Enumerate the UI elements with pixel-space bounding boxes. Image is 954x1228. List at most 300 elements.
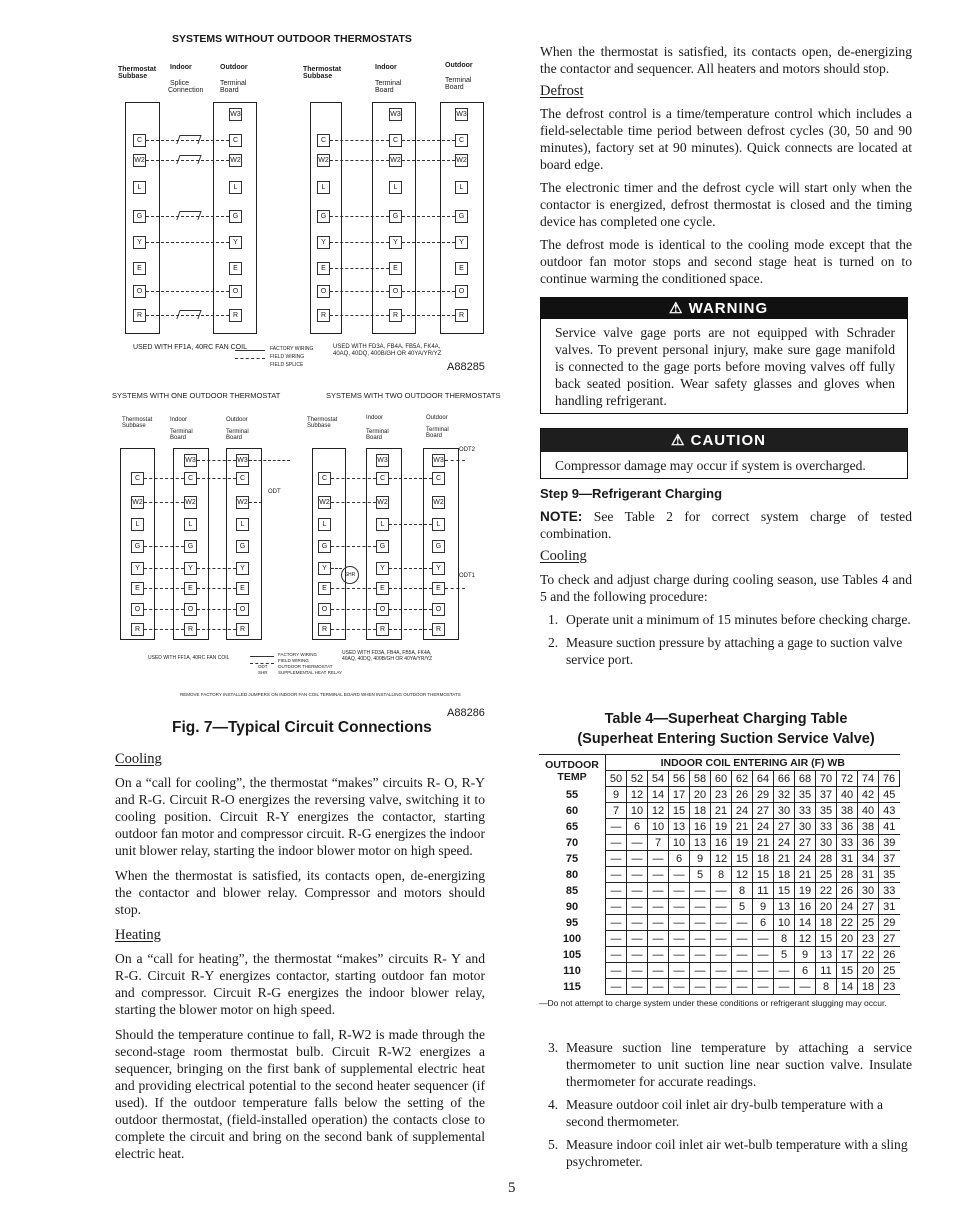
step-item: 2. Measure suction pressure by attaching a gage to suction valve service port. [548,635,903,667]
hdr-terminal: Terminal [220,80,247,87]
legend-splice: FIELD SPLICE [270,362,304,368]
row-temp: 60 [539,803,606,819]
table-cell: 45 [879,787,900,803]
table-cell: 18 [753,851,774,867]
table-cell: 10 [774,915,795,931]
defrost-paragraph-2: The electronic timer and the defrost cycle will start only when the contactor is energized, defrost thermostat is closed and the timing device has completed one cycle. [540,180,912,229]
warning-box [540,297,908,414]
terminal-w2: W2 [376,496,389,509]
table-cell: — [648,883,669,899]
legend-factory-line-2 [250,656,274,657]
column-header: 56 [669,771,690,787]
terminal-c: C [318,472,331,485]
warning-icon: ⚠ [669,300,684,317]
terminal-y: Y [432,562,445,575]
legend-factory-2: FACTORY WIRING [278,652,318,657]
steps-list-b [540,1039,912,1170]
table-cell: 24 [732,803,753,819]
table-cell: 7 [606,803,627,819]
table-cell: 43 [879,803,900,819]
table-cell: 25 [858,915,879,931]
table-cell: — [648,915,669,931]
terminal-e: E [229,262,242,275]
table-cell: — [753,931,774,947]
hdr-board-5: Board [226,435,243,441]
column-header: 74 [858,771,879,787]
table-cell: 15 [837,963,858,979]
row-temp: 70 [539,835,606,851]
table-cell: 19 [732,835,753,851]
terminal-g: G [318,540,331,553]
table-cell: 12 [711,851,732,867]
table-cell: 18 [858,979,879,995]
table-cell: 8 [711,867,732,883]
note-fd3a-2: USED WITH FD3A, FB4A, FB5A, FK4A, 40AQ, 40DQ, 400B/GH OR 40YA/YR/YZ [342,650,433,662]
table-row [539,931,900,947]
table-cell: 19 [711,819,732,835]
terminal-e: E [131,582,144,595]
table-cell: — [606,819,627,835]
table-cell: — [627,867,648,883]
remove-jumpers-note: REMOVE FACTORY INSTALLED JUMPERS ON INDOOR FAN COIL TERMINAL BOARD WHEN INSTALLING OUTDOOR THERMOSTATS [180,692,461,697]
table-cell: 42 [858,787,879,803]
terminal-w2: W2 [133,154,146,167]
column-header: 70 [816,771,837,787]
table-row [539,851,900,867]
hdr-subbase-2: Subbase [303,73,333,80]
terminal-e: E [455,262,468,275]
table-cell: 30 [795,819,816,835]
column-header: 72 [837,771,858,787]
terminal-r: R [432,623,445,636]
shr-circle: SHR [341,566,359,584]
terminal-r: R [133,309,146,322]
field-wire [330,268,389,269]
row-temp: 95 [539,915,606,931]
table-row [539,835,900,851]
table-cell: — [690,931,711,947]
step-item: 3. Measure suction line temperature by attaching a service thermometer to unit suction line near suction valve. Insulate thermometer for accurate readings. [548,1040,912,1089]
table-cell: — [627,915,648,931]
column-header: 60 [711,771,732,787]
odt-label: ODT [268,489,281,495]
column-header: 54 [648,771,669,787]
field-wire [330,160,389,161]
step-item: 4. Measure outdoor coil inlet air dry-bulb temperature with a second thermometer. [548,1097,884,1129]
left-column [115,750,485,1162]
hdr-connection: Connection [168,87,204,94]
terminal-r: R [131,623,144,636]
table-cell: 6 [669,851,690,867]
legend-odt-abbr: ODT [258,664,268,669]
table-cell: 15 [816,931,837,947]
table-cell: 36 [858,835,879,851]
terminal-y: Y [317,236,330,249]
table-cell: 10 [669,835,690,851]
diagram-title-no-odt: SYSTEMS WITHOUT OUTDOOR THERMOSTATS [172,33,412,45]
indoor-panel-3 [173,448,209,640]
table-cell: 23 [711,787,732,803]
note-text: See Table 2 for correct system charge of tested combination. [540,509,912,541]
table-cell: — [669,931,690,947]
table-cell: 36 [837,819,858,835]
legend-factory: FACTORY WIRING [270,346,314,352]
table-cell: — [627,947,648,963]
terminal-c: C [236,472,249,485]
thermostat-panel-4 [312,448,346,640]
terminal-w2: W2 [236,496,249,509]
table-cell: 37 [879,851,900,867]
terminal-c: C [184,472,197,485]
column-header: 64 [753,771,774,787]
table-cell: 24 [753,819,774,835]
table-cell: 24 [774,835,795,851]
note-label: NOTE: [540,509,583,524]
hdr-board-4: Board [170,435,187,441]
table-cell: — [627,963,648,979]
terminal-g: G [131,540,144,553]
row-temp: 115 [539,979,606,995]
table-cell: — [690,883,711,899]
table-cell: — [669,947,690,963]
hdr-indoor-4: Indoor [366,415,384,421]
table-cell: — [648,851,669,867]
terminal-c: C [229,134,242,147]
table-cell: 8 [774,931,795,947]
table-row [539,899,900,915]
hdr-subbase: Subbase [118,73,148,80]
table-cell: 15 [732,851,753,867]
row-temp: 85 [539,883,606,899]
table-cell: — [711,963,732,979]
table-cell: 41 [879,819,900,835]
table-cell: 16 [795,899,816,915]
table-cell: — [732,931,753,947]
table-cell: 14 [795,915,816,931]
terminal-r: R [318,623,331,636]
hdr-outdoor-4: Outdoor [426,415,448,421]
table-cell: 5 [690,867,711,883]
table-cell: 16 [690,819,711,835]
table-cell: 14 [648,787,669,803]
table-cell: 31 [879,899,900,915]
field-wire [330,242,389,243]
field-wire [330,216,389,217]
terminal-l: L [432,518,445,531]
terminal-y: Y [229,236,242,249]
terminal-o: O [236,603,249,616]
heating-paragraph-1: On a “call for heating”, the thermostat “makes” circuits R- Y and R-G. Circuit R-Y energizes contactor, starting outdoor fan motor and compressor. Circuit R-G energizes the indoor blower relay, starting the blower motor on high speed. [115,951,485,1017]
hdr-terminal-6: Terminal [366,429,389,435]
table-cell: 6 [753,915,774,931]
table-cell: — [774,979,795,995]
hdr-indoor-2: Indoor [375,64,397,71]
hdr-terminal-7: Terminal [426,427,449,433]
table-cell: 35 [879,867,900,883]
terminal-r: R [376,623,389,636]
outdoor-panel-4 [423,448,459,640]
table-cell: — [627,931,648,947]
terminal-r: R [229,309,242,322]
table-cell: — [690,915,711,931]
table-cell: 27 [879,931,900,947]
table-cell: 37 [816,787,837,803]
table-cell: — [732,979,753,995]
field-splice-icon [176,211,201,220]
table-cell: — [627,883,648,899]
field-wire [402,291,455,292]
row-temp: 65 [539,819,606,835]
table-cell: 30 [858,883,879,899]
field-wire [330,315,389,316]
table-cell: — [606,931,627,947]
table-cell: 15 [669,803,690,819]
table-cell: 12 [732,867,753,883]
hdr-subbase-3: Subbase [122,423,146,429]
terminal-e: E [318,582,331,595]
terminal-g: G [133,210,146,223]
terminal-o: O [317,285,330,298]
table-title-line-2: (Superheat Entering Suction Service Valve) [577,731,875,747]
terminal-o: O [184,603,197,616]
terminal-w3: W3 [229,108,242,121]
terminal-w2: W2 [389,154,402,167]
table-cell: — [732,963,753,979]
table-cell: — [606,915,627,931]
table-cell: — [648,931,669,947]
terminal-g: G [432,540,445,553]
note-fd3a: USED WITH FD3A, FB4A, FB5A, FK4A, 40AQ, 40DQ, 400B/GH OR 40YA/YR/YZ [333,344,442,357]
terminal-l: L [376,518,389,531]
table-cell: 22 [858,947,879,963]
terminal-o: O [131,603,144,616]
right-column-bottom [540,1039,912,1170]
table-cell: 21 [774,851,795,867]
table-title-line-1: Table 4—Superheat Charging Table [604,711,848,727]
defrost-heading: Defrost [540,83,584,99]
table-cell: — [711,979,732,995]
table-cell: — [669,915,690,931]
heating-paragraph-2: Should the temperature continue to fall, R-W2 is made through the second-stage room thermostat bulb. Circuit R-W2 energizes a sequencer, bringing on the first bank of supplemental electric heat and providing electrical potential to the second heater sequencer (if used). If the outdoor temperature falls below the setting of the outdoor thermostat, (field-installed operation) the contacts close to complete the circuit and bring on the second bank of supplemental electric heat. [115,1027,485,1161]
terminal-o: O [229,285,242,298]
table-row-head-2: TEMP [557,770,587,783]
table-cell: — [669,979,690,995]
note-paragraph [540,508,912,542]
legend-field: FIELD WIRING [270,354,305,360]
terminal-r: R [455,309,468,322]
table-cell: 25 [879,963,900,979]
hdr-thermostat-3: Thermostat [122,417,153,423]
table-cell: 13 [690,835,711,851]
table-cell: 12 [627,787,648,803]
note-ff1a-2: USED WITH FF1A, 40RC FAN COIL [148,655,230,661]
legend-odt: OUTDOOR THERMOSTAT [278,664,333,669]
column-header: 66 [774,771,795,787]
table-cell: 33 [816,819,837,835]
row-temp: 90 [539,899,606,915]
table-cell: — [669,963,690,979]
table-cell: 29 [879,915,900,931]
terminal-r: R [236,623,249,636]
terminal-o: O [133,285,146,298]
terminal-y: Y [389,236,402,249]
terminal-g: G [229,210,242,223]
terminal-c: C [317,134,330,147]
terminal-l: L [236,518,249,531]
terminal-o: O [318,603,331,616]
table-cell: 12 [648,803,669,819]
table-cell: 22 [816,883,837,899]
table-cell: 16 [711,835,732,851]
table-col-head: INDOOR COIL ENTERING AIR (F) WB [606,755,900,771]
hdr-board-7: Board [426,433,443,439]
table-cell: 14 [837,979,858,995]
table-cell: 27 [795,835,816,851]
row-temp: 100 [539,931,606,947]
table-cell: 39 [879,835,900,851]
cooling-heading-right: Cooling [540,548,587,564]
terminal-e: E [317,262,330,275]
cooling-intro: To check and adjust charge during cooling season, use Tables 4 and 5 and the following procedure: [540,572,912,604]
table-cell: — [711,883,732,899]
table-cell: — [606,867,627,883]
odt1-label: ODT1 [459,573,476,579]
table-cell: 33 [879,883,900,899]
table-cell: 28 [837,867,858,883]
hdr-outdoor-3: Outdoor [226,417,248,423]
table-cell: 15 [774,883,795,899]
table-cell: 6 [627,819,648,835]
warning-title: WARNING [688,300,769,317]
cooling-paragraph-1: On a “call for cooling”, the thermostat “makes” circuits R- O, R-Y and R-G. Circuit R-O energizes the reversing valve, switching it to cooling position. Circuit R-Y energizes the contactor, starting outdoor fan motor and compressor circuit. R-G energizes the indoor unit blower relay, starting the indoor blower motor on high speed. [115,775,485,858]
terminal-y: Y [236,562,249,575]
legend-field-2: FIELD WIRING [278,658,309,663]
terminal-w3: W3 [389,108,402,121]
table-cell: 23 [879,979,900,995]
hdr-board-6: Board [366,435,383,441]
table-row [539,963,900,979]
table-cell: 27 [858,899,879,915]
table-cell: 17 [669,787,690,803]
terminal-c: C [455,134,468,147]
table-cell: 20 [690,787,711,803]
table-cell: 9 [606,787,627,803]
table-cell: 35 [795,787,816,803]
table-cell: — [732,915,753,931]
table-cell: — [690,899,711,915]
terminal-w2: W2 [318,496,331,509]
table-cell: 18 [690,803,711,819]
terminal-l: L [131,518,144,531]
page-number: 5 [508,1180,516,1196]
superheat-table-wrap [539,754,913,1009]
indoor-panel-4 [366,448,402,640]
terminal-l: L [133,181,146,194]
hdr-terminal-2: Terminal [375,80,402,87]
field-wire [330,291,389,292]
table-cell: — [753,979,774,995]
terminal-w2: W2 [455,154,468,167]
table-cell: 35 [816,803,837,819]
terminal-c: C [376,472,389,485]
table-cell: 27 [753,803,774,819]
table-cell: 40 [837,787,858,803]
table-cell: 29 [753,787,774,803]
hdr-board-3: Board [445,84,464,91]
terminal-r: R [389,309,402,322]
field-wire [146,291,229,292]
table-cell: 21 [795,867,816,883]
cooling-heading: Cooling [115,751,162,767]
hdr-terminal-3: Terminal [445,77,472,84]
caution-title: CAUTION [690,432,766,449]
legend-factory-line [235,350,265,351]
table-cell: — [648,899,669,915]
terminal-g: G [455,210,468,223]
table-cell: — [753,947,774,963]
terminal-e: E [376,582,389,595]
hdr-outdoor: Outdoor [220,64,248,71]
table-cell: — [690,947,711,963]
table-cell: — [732,947,753,963]
superheat-table [539,754,900,995]
hdr-indoor: Indoor [170,64,192,71]
terminal-l: L [229,181,242,194]
step-item: 1. Operate unit a minimum of 15 minutes before checking charge. [548,612,911,627]
table-row [539,867,900,883]
terminal-o: O [455,285,468,298]
terminal-w2: W2 [229,154,242,167]
terminal-w2: W2 [432,496,445,509]
table-cell: 9 [795,947,816,963]
table-cell: 22 [837,915,858,931]
diagram-code-1: A88285 [447,361,485,373]
terminal-r: R [317,309,330,322]
table-cell: 19 [795,883,816,899]
table-cell: — [606,883,627,899]
table-cell: 26 [879,947,900,963]
terminal-y: Y [131,562,144,575]
terminal-w2: W2 [184,496,197,509]
table-title [540,709,912,749]
warning-bar [541,298,907,319]
table-cell: 30 [816,835,837,851]
diagram-title-one-odt: SYSTEMS WITH ONE OUTDOOR THERMOSTAT [112,391,281,400]
table-cell: — [627,979,648,995]
table-cell: — [648,979,669,995]
figure-caption: Fig. 7—Typical Circuit Connections [172,719,432,736]
right-column-middle [540,486,912,668]
table-cell: 25 [816,867,837,883]
field-wire [402,216,455,217]
terminal-r: R [184,623,197,636]
table-row [539,979,900,995]
row-temp: 75 [539,851,606,867]
terminal-g: G [376,540,389,553]
terminal-y: Y [455,236,468,249]
outdoor-panel-3 [226,448,262,640]
table-cell: 17 [837,947,858,963]
table-cell: — [669,867,690,883]
legend-field-line [235,358,265,359]
field-wire [146,242,229,243]
warning-text: Service valve gage ports are not equipped with Schrader valves. To prevent personal injury, make sure gage manifold is connected to the gage ports before moving valves off fully back seated position. Wear safety glasses and gloves when handling refrigerant. [555,325,895,408]
terminal-l: L [184,518,197,531]
right-column-top [540,43,912,287]
terminal-e: E [184,582,197,595]
table-cell: — [606,979,627,995]
table-cell: 18 [816,915,837,931]
